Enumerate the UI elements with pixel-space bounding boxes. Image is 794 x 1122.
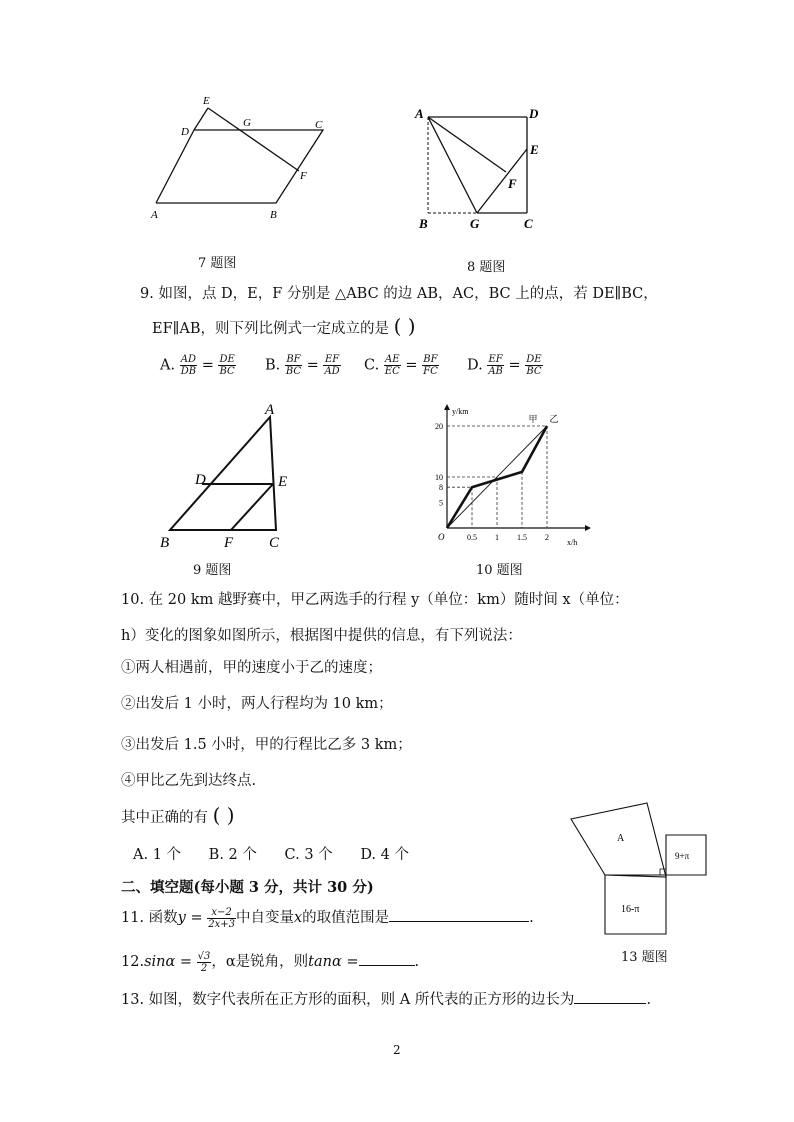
q12-answer-blank[interactable]	[359, 951, 415, 966]
figure-7	[140, 88, 340, 228]
fig7-line-de	[194, 108, 208, 130]
q13-answer-blank[interactable]	[574, 989, 646, 1004]
fig7-label-e: E	[203, 95, 210, 107]
section-2-heading: 二、填空题(每小题 3 分，共计 30 分)	[121, 879, 374, 896]
fig10-caption: 10 题图	[476, 563, 523, 578]
fig10-y-label: y/km	[452, 407, 469, 416]
q9-option-a: A. $\frac{AD}{DB}$ = $\frac{DE}{BC}$	[160, 354, 235, 377]
fig10-ytick-8: 8	[439, 483, 443, 493]
fig10-series-label-0: 甲	[528, 414, 538, 424]
fig9-label-b: B	[160, 535, 170, 551]
page-number: 2	[393, 1043, 401, 1057]
fig8-label-b: B	[419, 216, 428, 231]
fig7-label-f: F	[300, 170, 307, 182]
figure-13	[565, 797, 715, 942]
fig10-xtick-0_5: 0.5	[467, 533, 477, 542]
q11: 11. 函数y = $\frac{x-2}{2x+3}$ 中自变量x的取值范围是 .	[121, 906, 534, 930]
q10-ask: 其中正确的有 ( )	[121, 803, 235, 827]
fig10-xtick-2: 2	[545, 533, 549, 542]
fig10-origin: O	[438, 532, 445, 542]
fig9-label-d: D	[195, 472, 206, 488]
fig8-label-e: E	[530, 142, 539, 157]
fig7-line-ef	[208, 108, 299, 171]
q9-option-b: B. $\frac{BF}{BC}$ = $\frac{EF}{AD}$	[265, 354, 340, 377]
fig8-label-f: F	[508, 176, 517, 191]
fig7-label-d: D	[181, 126, 189, 138]
q10-line2: h）变化的图象如图所示，根据图中提供的信息，有下列说法：	[121, 628, 522, 644]
fig8-label-a: A	[415, 106, 424, 121]
figure-8	[405, 98, 555, 238]
q10-line1: 10. 在 20 km 越野赛中，甲乙两选手的行程 y（单位：km）随时间 x（单位：	[121, 592, 629, 608]
fig7-label-b: B	[270, 209, 277, 221]
fig13-label-right: 9+π	[675, 851, 690, 861]
q12: 12.sinα = $\frac{√3}{2}$ ，α是锐角，则tanα = .	[121, 950, 420, 974]
fig13-caption: 13 题图	[621, 950, 668, 965]
fig9-caption: 9 题图	[193, 563, 232, 578]
fig10-y-arrow	[444, 404, 450, 410]
fig9-label-e: E	[278, 474, 288, 490]
fig7-caption: 7 题图	[198, 256, 237, 271]
q13: 13. 如图，数字代表所在正方形的面积，则 A 所代表的正方形的边长为 .	[121, 988, 651, 1009]
q9-line2: EF∥AB，则下列比例式一定成立的是 ( )	[152, 314, 416, 338]
fig8-label-g: G	[470, 216, 480, 231]
q10-options: A. 1 个 B. 2 个 C. 3 个 D. 4 个	[133, 847, 409, 863]
fig10-ytick-20: 20	[435, 422, 443, 431]
figure-10-chart	[425, 400, 595, 555]
q9-option-c: C. $\frac{AE}{EC}$ = $\frac{BF}{FC}$	[364, 354, 438, 377]
fig13-label-bottom: 16-π	[621, 904, 640, 915]
fig13-label-a: A	[617, 833, 625, 844]
fig10-ytick-5: 5	[439, 498, 443, 508]
fig7-label-a: A	[151, 209, 158, 221]
fig10-ytick-10: 10	[435, 473, 443, 482]
figure-9	[150, 395, 310, 555]
fig8-caption: 8 题图	[467, 260, 506, 275]
fig7-label-c: C	[315, 119, 323, 131]
q9-line1: 9. 如图，点 D，E，F 分别是 △ABC 的边 AB，AC，BC 上的点，若 DE∥BC，	[140, 286, 658, 302]
fig7-parallelogram	[156, 130, 323, 203]
fig7-label-g: G	[243, 117, 251, 129]
q10-statement-3: ③出发后 1.5 小时，甲的行程比乙多 3 km；	[121, 737, 412, 753]
fig10-xtick-1_5: 1.5	[517, 533, 527, 542]
q9-option-d: D. $\frac{EF}{AB}$ = $\frac{DE}{BC}$	[467, 354, 542, 377]
fig10-series-label-1: 乙	[549, 414, 559, 424]
fig8-label-c: C	[524, 216, 533, 231]
fig10-x-arrow	[585, 525, 591, 531]
fig10-xtick-1: 1	[495, 533, 499, 542]
fig9-label-f: F	[224, 535, 234, 551]
fig8-label-d: D	[529, 106, 539, 121]
q10-statement-1: ①两人相遇前，甲的速度小于乙的速度；	[121, 660, 382, 676]
fig9-label-c: C	[269, 535, 280, 551]
q10-answer-paren: ( )	[212, 803, 235, 827]
q9-answer-paren: ( )	[393, 314, 416, 338]
fig10-x-label: x/h	[567, 538, 578, 547]
q10-statement-2: ②出发后 1 小时，两人行程均为 10 km；	[121, 696, 393, 712]
fig9-label-a: A	[265, 402, 275, 418]
q10-statement-4: ④甲比乙先到达终点.	[121, 773, 257, 789]
q11-answer-blank[interactable]	[389, 907, 529, 922]
